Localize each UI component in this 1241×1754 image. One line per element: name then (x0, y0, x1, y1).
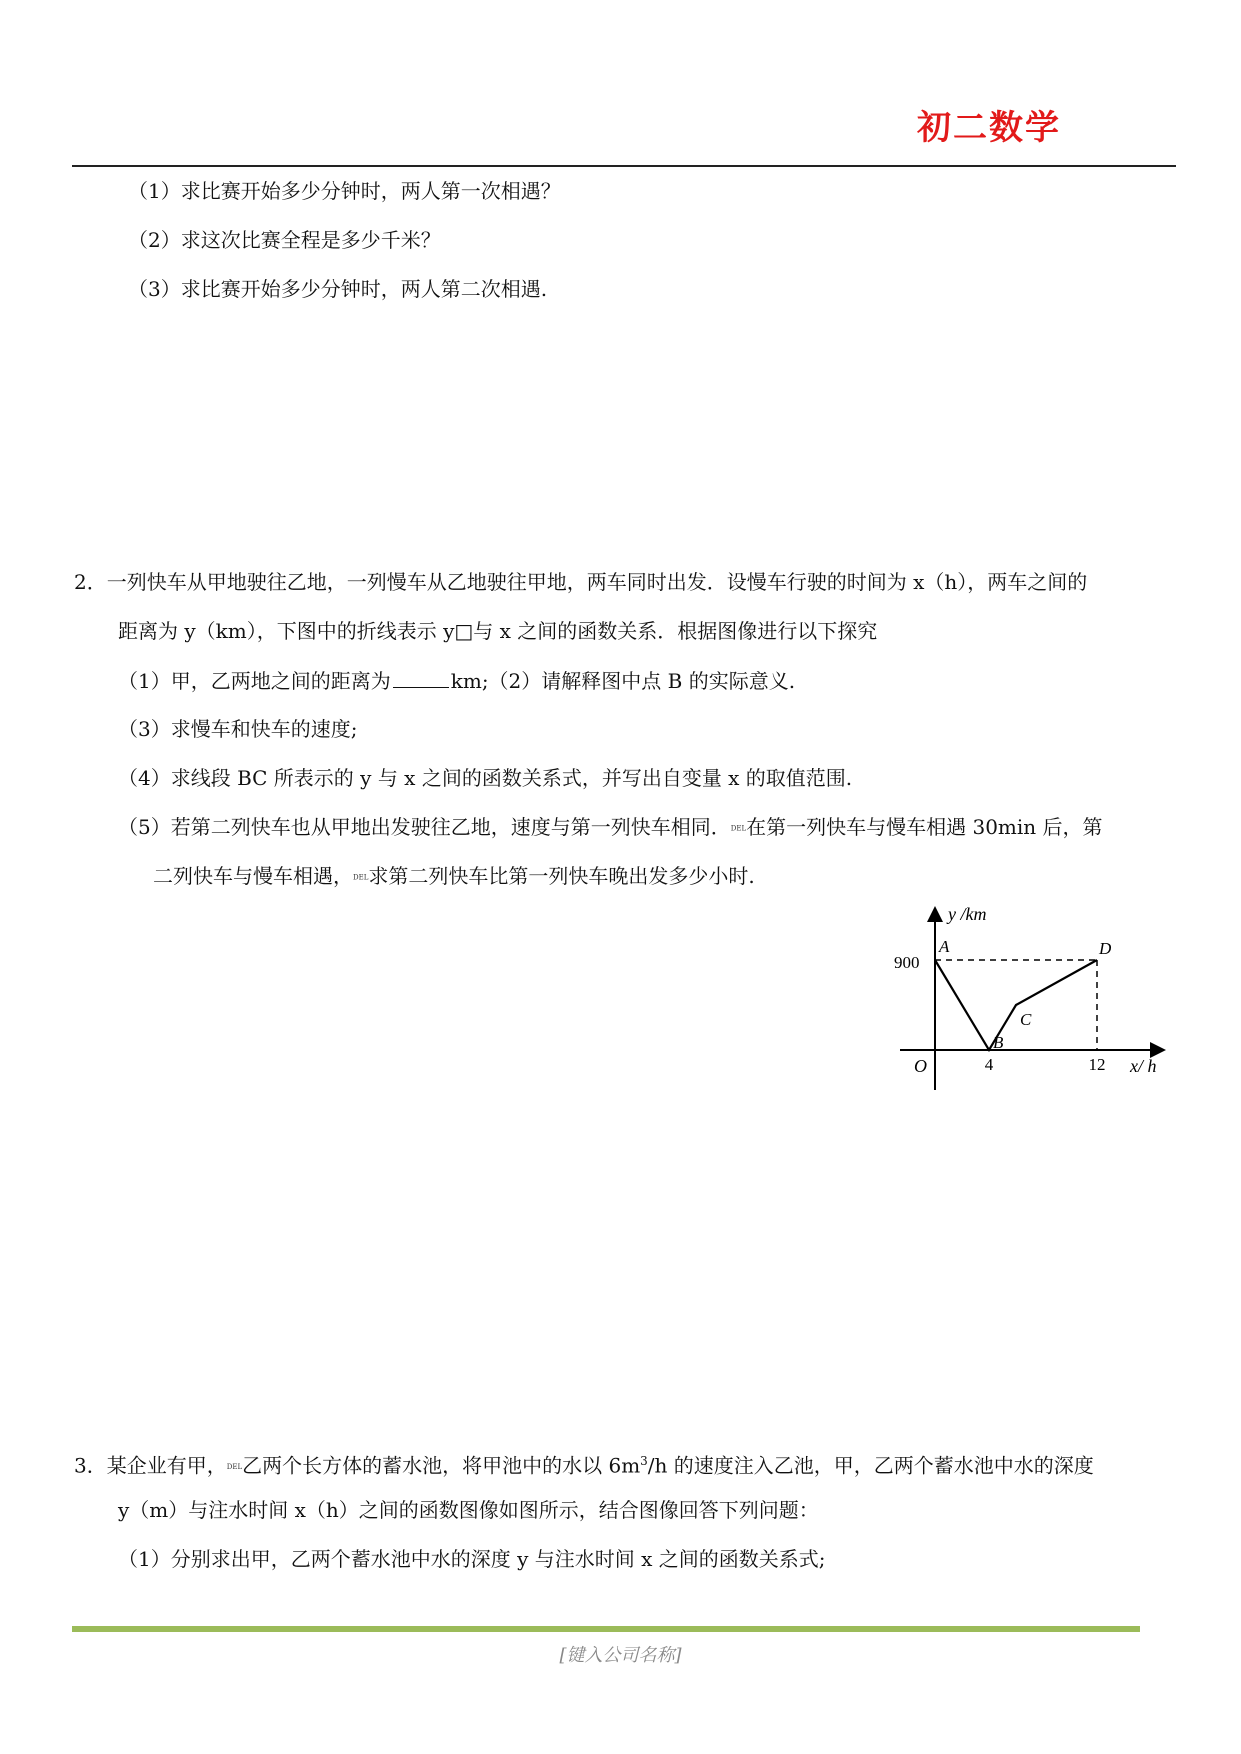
q2-part-5-text-b: 在第一列快车与慢车相遇 30min 后，第 (746, 815, 1103, 839)
distance-polyline (935, 960, 1097, 1050)
q2-part-1-text: （1）甲，乙两地之间的距离为 (118, 669, 391, 693)
footer-company-placeholder: [键入公司名称] (559, 1645, 682, 1666)
q3-stem-line-1 (74, 1448, 1094, 1480)
point-a-label: A (939, 937, 950, 956)
q2-stem-line-1: 2．一列快车从甲地驶往乙地，一列慢车从乙地驶往甲地，两车同时出发．设慢车行驶的时间为 x（h），两车之间的 (74, 570, 1088, 594)
q1-part-1: （1）求比赛开始多少分钟时，两人第一次相遇？ (128, 179, 561, 203)
del-mark: DEL (353, 873, 369, 882)
header-divider (72, 165, 1176, 167)
x-axis-label: x/ h (1130, 1056, 1157, 1076)
q1-part-2: （2）求这次比赛全程是多少千米？ (128, 228, 441, 252)
q2-part-5-text-d: 求第二列快车比第一列快车晚出发多少小时. (368, 864, 755, 888)
q2-part-4: （4）求线段 BC 所表示的 y 与 x 之间的函数关系式，并写出自变量 x 的取值范围. (118, 766, 853, 790)
x-tick-label: 12 (1088, 1055, 1106, 1074)
q3-part-1: （1）分别求出甲，乙两个蓄水池中水的深度 y 与注水时间 x 之间的函数关系式; (118, 1547, 826, 1571)
y-axis-label: y /km (948, 904, 987, 924)
q3-stem-text-c: /h 的速度注入乙池，甲，乙两个蓄水池中水的深度 (647, 1453, 1094, 1478)
q2-part-5-line-1 (118, 814, 1103, 842)
point-b-label: B (993, 1033, 1004, 1052)
q2-part-5-line-2 (153, 863, 755, 891)
q2-part-3: （3）求慢车和快车的速度; (118, 717, 358, 741)
q2-part-2-text: km;（2）请解释图中点 B 的实际意义. (450, 669, 796, 693)
answer-blank[interactable] (393, 667, 449, 688)
point-c-label: C (1020, 1010, 1032, 1029)
q3-stem-line-2: y（m）与注水时间 x（h）之间的函数图像如图所示，结合图像回答下列问题： (118, 1498, 819, 1522)
q2-part-1-2 (118, 667, 795, 694)
q2-part-5-text-c: 二列快车与慢车相遇， (153, 864, 353, 888)
q3-stem-text-a: 3．某企业有甲， (74, 1453, 227, 1478)
origin-label: O (914, 1056, 927, 1076)
point-d-label: D (1099, 939, 1112, 958)
q3-stem-text-b: 乙两个长方体的蓄水池，将甲池中的水以 6m (242, 1453, 641, 1478)
page-header-title: 初二数学 (917, 108, 1061, 148)
del-mark: DEL (226, 1463, 243, 1472)
q2-part-5-text-a: （5）若第二列快车也从甲地出发驶往乙地，速度与第一列快车相同． (118, 815, 731, 839)
y-tick-label: 900 (894, 953, 920, 972)
q2-stem-line-2: 距离为 y（km），下图中的折线表示 y□与 x 之间的函数关系．根据图像进行以下探究 (118, 619, 878, 643)
cubic-exponent: 3 (640, 1454, 648, 1468)
x-tick-label: 4 (984, 1055, 994, 1074)
footer-divider (72, 1626, 1140, 1632)
function-graph (890, 900, 1170, 1090)
del-mark: DEL (730, 824, 747, 833)
q1-part-3: （3）求比赛开始多少分钟时，两人第二次相遇. (128, 277, 548, 301)
